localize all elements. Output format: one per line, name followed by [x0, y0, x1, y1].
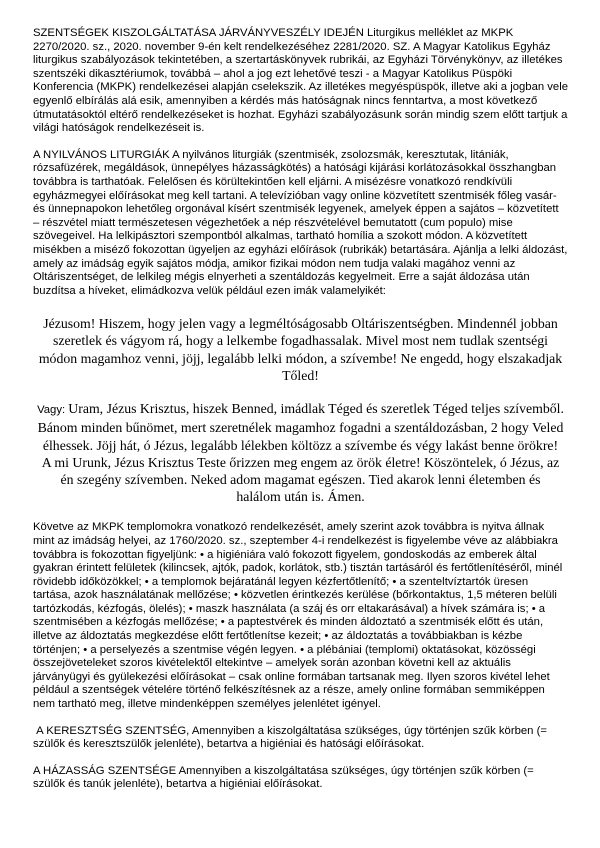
spiritual-communion-prayer-2: [37, 400, 564, 505]
public-liturgies-paragraph: A NYILVÁNOS LITURGIÁK A nyilvános liturgiák (szentmisék, zsolozsmák, keresztutak, litániák, rózsafüzérek, megáldások, ünnepélyes házasságkötés) a hatósági kijárási korlátozásokkal összhangban továbbra is tarthatóak. Felelősen és körültekintően kell eljárni. A misézésre vonatkozó rendkívüli egyházmegyei előírásokat meg kell tartani. A televízióban vagy online közvetített szentmisék főleg vasár- és ünnepnapokon lehetőleg orgonával kísért szentmisék legyenek, amelyek éppen a sajátos – közvetített – részvétel miatt természetesen végezhetőek a nép részvételével bemutatott (cum populo) mise szövegeivel. Ha lelkipásztori szempontból alkalmas, tartható homília a szokott módon. A közvetített misékben a miséző fokozottan ügyeljen az egyházi előírások (rubrikák) betartására. Ajánlja a lelki áldozást, amely az imádság egyik sajátos módja, amikor fizikai módon nem tudja valaki magához venni az Oltáriszentséget, de lelkileg mégis elnyerheti a szentáldozás kegyelmeit. Erre a saját áldozása után buzdítsa a híveket, elimádkozva velük például ezen imák valamelyikét:: [33, 148, 571, 297]
baptism-paragraph: A KERESZTSÉG SZENTSÉG, Amennyiben a kiszolgáltatása szükséges, úgy történjen szűk körben (= szülők és keresztszülők jelenléte), betartva a higiéniai és hatósági előírásokat.: [33, 724, 551, 751]
church-guidelines-paragraph: Követve az MKPK templomokra vonatkozó rendelkezését, amely szerint azok továbbra is nyitva állnak mint az imádság helyei, az 1760/2020. sz., szeptember 4-i rendelkezést is figyelembe véve az alábbiakra továbbra is fokozottan figyeljünk: • a higiéniára való fokozott figyelem, gondoskodás az emberek által gyakran érintett felületek (kilincsek, ajtók, padok, korlátok, stb.) tisztán tartásáról és fertőtlenítéséről, minél rövidebb időközökkel; • a templomok bejáratánál legyen kézfertőtlenítő; • a szenteltvíztartók üresen tartása, azok használatának mellőzése; • közvetlen érintkezés kerülése (bőrkontaktus, 1,5 méteren belüli tartózkodás, kézfogás, ölelés); • maszk használata (a száj és orr eltakarásával) a hívek számára is; • a szentmisében a kézfogás mellőzése; • a paptestvérek és minden áldoztató a szentmisék előtt és után, illetve az áldoztatás megkezdése előtt fertőtlenítse kezeit; • az áldoztatás a továbbiakban is kézbe történjen; • a perselyezés a szentmise végén legyen. • a plébániai (templomi) oktatásokat, közösségi összejöveteleket szoros kivételektől eltekintve – amelyek során azonban követni kell az aktuális járványügyi és gyülekezési előírásokat – csak online formában tartsanak meg. Ilyen szoros kivétel lehet például a szentségek vételére történő felkészítésnek az a része, amely online formában semmiképpen nem tartható meg, illetve mindenképpen személyes jelenlétet igényel.: [33, 521, 566, 711]
spiritual-communion-prayer-1: Jézusom! Hiszem, hogy jelen vagy a legméltóságosabb Oltáriszentségben. Mindennél jobban szeretlek és vágyom rá, hogy a lelkembe fogadhassalak. Mivel most nem tudlak szentségi módon magamhoz venni, jöjj, legalább lelki módon, a szívembe! Ne engedd, hogy elszakadjak Tőled!: [38, 316, 563, 383]
intro-paragraph: SZENTSÉGEK KISZOLGÁLTATÁSA JÁRVÁNYVESZÉLY IDEJÉN Liturgikus melléklet az MKPK 2270/2020. sz., 2020. november 9-én kelt rendelkezéséhez 2281/2020. SZ. A Magyar Katolikus Egyház liturgikus szabályozások tekintetében, a szertartáskönyvek rubrikái, az Egyházi Törvénykönyv, az illetékes szentszéki dikasztériumok, továbbá – ahol a jog ezt lehetővé teszi - a Magyar Katolikus Püspöki Konferencia (MKPK) rendelkezései alapján cselekszik. Az illetékes megyéspüspök, illetve aki a jogban vele egyenlő elbírálás alá esik, amennyiben a kérdés más hatóságnak nincs fenntartva, a most következő útmutatásoktól eltérő rendelkezéseket is hozhat. Egyházi szabályozásunk során mindig szem előtt tartjuk a világi hatóságok rendelkezéseit is.: [33, 27, 572, 135]
marriage-paragraph: A HÁZASSÁG SZENTSÉGE Amennyiben a kiszolgáltatása szükséges, úgy történjen szűk körben (= szülők és tanúk jelenléte), betartva a higiéniai előírásokat.: [33, 764, 537, 791]
prayer-2-text: Uram, Jézus Krisztus, hiszek Benned, imádlak Téged és szeretlek Téged teljes szívemből. Bánom minden bűnömet, mert szeretnélek magamhoz fogadni a szentáldozásban, 2 hogy Veled élhessek. Jöjj hát, ó Jézus, legalább lélekben költözz a szívembe és végy lakást benne örökre! A mi Urunk, Jézus Krisztus Teste őrizzen meg engem az örök életre! Köszöntelek, ó Jézus, az én szegény szívemben. Neked adom magamat egészen. Tied akarok lenni életemben és halálom után is. Ámen.: [37, 401, 564, 505]
prayer-2-prefix: Vagy:: [37, 404, 69, 417]
